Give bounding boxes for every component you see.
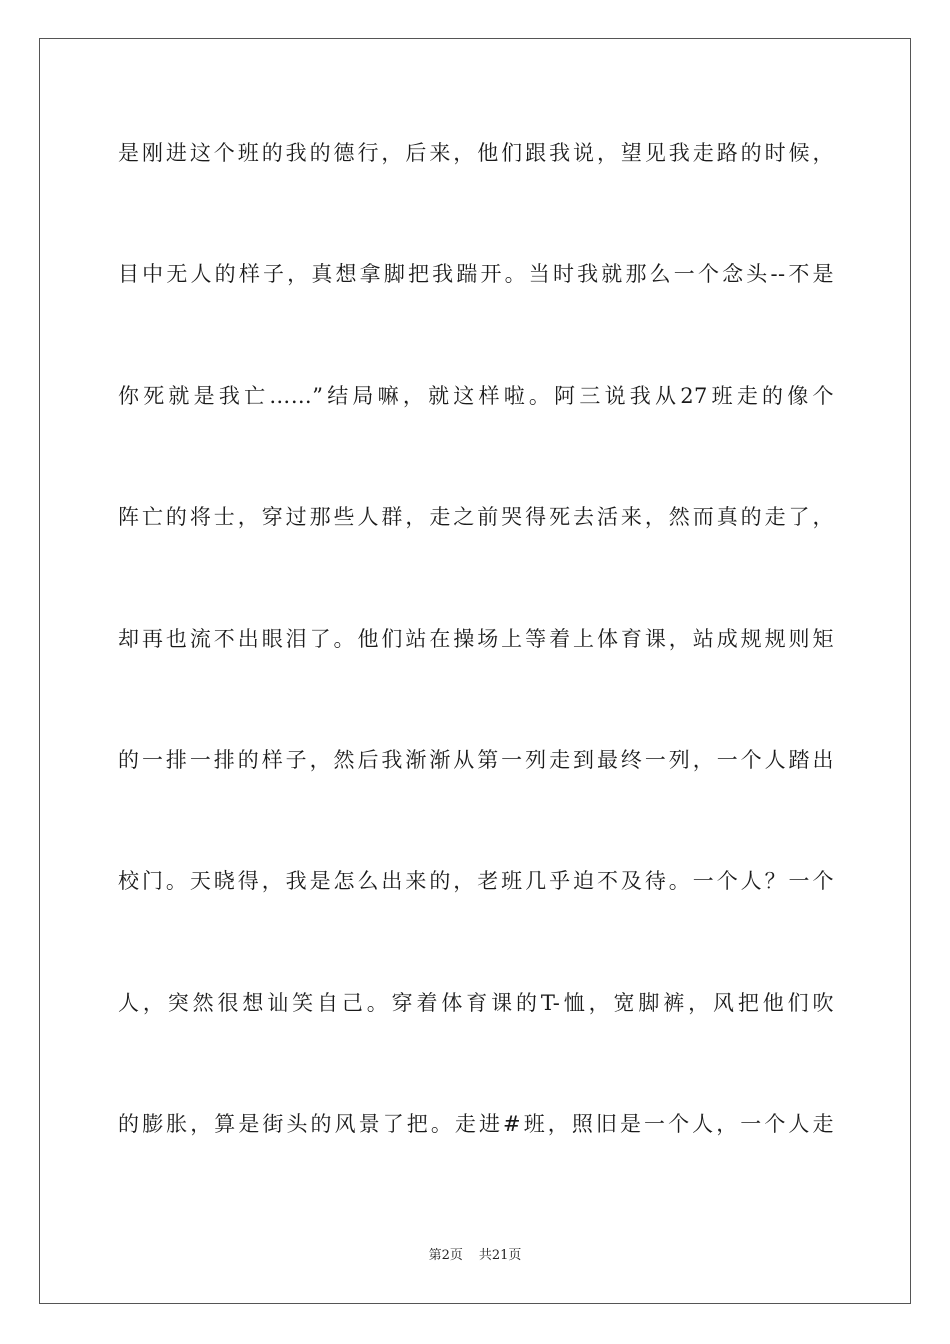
page-total: 共21页 xyxy=(478,1248,522,1263)
text-line-9: 的膨胀，算是街头的风景了把。走进#班，照旧是一个人，一个人走 xyxy=(118,1112,834,1136)
text-line-8: 人，突然很想讪笑自己。穿着体育课的T-恤，宽脚裤，风把他们吹 xyxy=(118,991,834,1015)
text-line-6: 的一排一排的样子，然后我渐渐从第一列走到最终一列，一个人踏出 xyxy=(118,748,834,772)
text-line-2: 目中无人的样子，真想拿脚把我踹开。当时我就那么一个念头--不是 xyxy=(118,262,834,286)
text-line-4: 阵亡的将士，穿过那些人群，走之前哭得死去活来，然而真的走了， xyxy=(118,505,834,529)
text-line-5: 却再也流不出眼泪了。他们站在操场上等着上体育课，站成规规则矩 xyxy=(118,627,834,651)
page-footer xyxy=(0,1247,950,1265)
text-line-3: 你死就是我亡……”结局嘛，就这样啦。阿三说我从27班走的像个 xyxy=(118,384,834,408)
text-line-1: 是刚进这个班的我的德行，后来，他们跟我说，望见我走路的时候， xyxy=(118,141,834,165)
text-line-7: 校门。天晓得，我是怎么出来的，老班几乎迫不及待。一个人？一个 xyxy=(118,869,834,893)
page-number: 第2页 xyxy=(428,1248,463,1263)
